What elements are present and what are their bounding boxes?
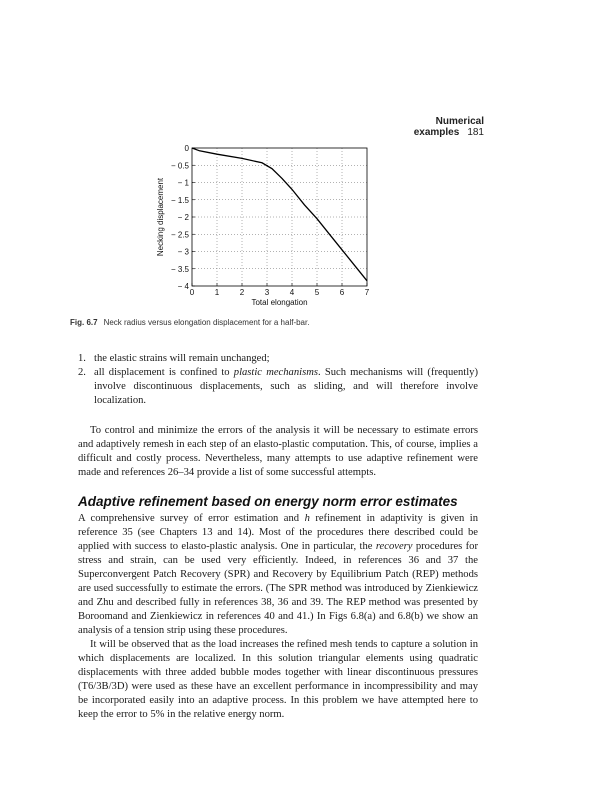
y-tick-label: − 1 — [177, 178, 189, 188]
y-axis-label: Necking displacement — [156, 177, 165, 257]
x-tick-label: 7 — [364, 288, 370, 297]
paragraph-survey-a: A comprehensive survey of error estimation and — [78, 513, 305, 524]
x-axis-label: Total elongation — [251, 298, 308, 307]
series-line-neck-radius — [192, 148, 367, 281]
list-item-number: 2. — [78, 367, 86, 378]
numbered-list — [78, 352, 478, 408]
necking-chart — [150, 138, 390, 310]
y-tick-label: − 3 — [177, 247, 189, 257]
running-head-section: Numerical examples — [413, 116, 484, 138]
x-tick-label: 4 — [289, 288, 295, 297]
section-heading: Adaptive refinement based on energy norm error estimates — [78, 494, 458, 509]
y-tick-label: − 4 — [177, 282, 189, 291]
x-tick-label: 5 — [314, 288, 320, 297]
figure-caption — [70, 318, 490, 327]
list-item-emphasis: plastic mechanisms — [233, 367, 318, 378]
paragraph-survey — [78, 512, 478, 638]
page-number: 181 — [467, 127, 484, 138]
x-tick-label: 1 — [214, 288, 220, 297]
paragraph-localization — [78, 638, 478, 722]
y-tick-label: − 2.5 — [170, 230, 189, 240]
running-head — [368, 116, 484, 138]
figure-label: Fig. 6.7 — [70, 318, 98, 327]
y-tick-label: 0 — [184, 144, 189, 153]
x-tick-label: 6 — [339, 288, 345, 297]
paragraph-survey-recovery: recovery — [375, 541, 413, 552]
list-item-text: the elastic strains will remain unchanged; — [94, 353, 270, 364]
paragraph-error-control-text: To control and minimize the errors of the analysis it will be necessary to estimate errors and adaptively remesh in each step of an elasto-plastic computation. This, of course, implies a difficult and costly process. Nevertheless, many attempts to use adaptive refinement were made and references 26–34 provide a list of some successful attempts. — [78, 425, 478, 478]
figure-caption-text: Neck radius versus elongation displacement for a half-bar. — [103, 318, 310, 327]
paragraph-localization-text: It will be observed that as the load increases the refined mesh tends to capture a solution in which displacements are localized. In this solution triangular elements using quadratic displacements with three added bubble modes together with linear discontinuous pressures (T6/3B/3D) were used as these have an excellent performance in incompressibility and may be incorporated easily into an adaptive process. In this problem we have attempted here to keep the error to 5% in the relative energy norm. — [78, 639, 478, 720]
list-item — [78, 366, 478, 408]
paragraph-survey-b: refinement in adaptivity is given in reference 35 (see Chapters 13 and 14). Most of the procedures there described could be applied with success to elasto-plastic analysis. One in particular, the — [78, 513, 478, 552]
x-tick-label: 2 — [239, 288, 245, 297]
list-item-text-post: . Such mechanisms will (frequently) involve discontinuous displacements, such as sliding, and will therefore involve localization. — [94, 367, 478, 406]
chart-grid — [192, 148, 367, 286]
list-item — [78, 352, 478, 366]
y-tick-label: − 0.5 — [170, 161, 189, 171]
paragraph-survey-h: h — [304, 513, 310, 524]
list-item-text-pre: all displacement is confined to — [94, 367, 234, 378]
x-tick-label: 3 — [264, 288, 270, 297]
x-tick-label: 0 — [189, 288, 195, 297]
y-tick-label: − 2 — [177, 213, 189, 222]
chart-ticks — [171, 144, 370, 297]
y-tick-label: − 3.5 — [170, 264, 189, 274]
list-item-number: 1. — [78, 353, 86, 364]
paragraph-survey-c: procedures for stress and strain, can be used very efficiently. Indeed, in references 36 and 37 the Superconvergent Patch Recovery (SPR) and Recovery by Equilibrium Patch (REP) methods are used successfully to estimate the errors. (The SPR method was introduced by Zienkiewicz and Zhu and described fully in references 38, 36 and 39. The REP method was presented by Boroomand and Zienkiewicz in references 40 and 41.) In Figs 6.8(a) and 6.8(b) we show an analysis of a tension strip using these procedures. — [78, 541, 479, 636]
paragraph-error-control — [78, 424, 478, 480]
y-tick-label: − 1.5 — [170, 195, 189, 205]
